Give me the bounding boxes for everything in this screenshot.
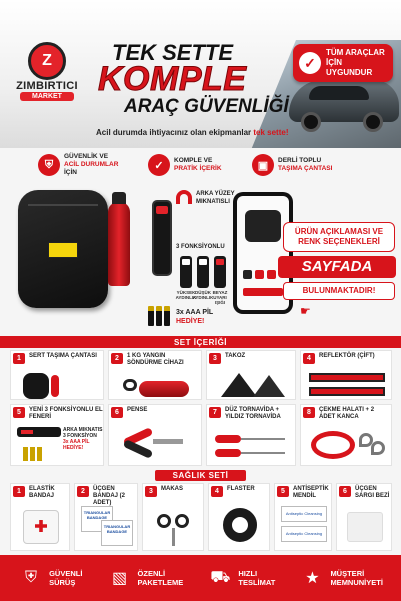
triangular-bandage-pack: TRIANGULAR BANDAGE xyxy=(101,520,133,546)
feature-text xyxy=(174,157,222,173)
set-item xyxy=(300,404,392,466)
health-item xyxy=(274,483,332,551)
trust-badge xyxy=(299,565,383,591)
info-box-available: BULUNMAKTADIR! xyxy=(283,282,395,300)
battery-image xyxy=(156,306,162,326)
scissors-blade xyxy=(172,528,175,546)
flashlight-image xyxy=(152,200,172,276)
item-title: REFLEKTÖR (ÇİFT) xyxy=(319,353,375,359)
torch-feature: 3 FONKSİYON xyxy=(63,433,97,439)
trust-line: MÜŞTERİ xyxy=(330,569,365,578)
item-title: DÜZ TORNAVİDA + YILDIZ TORNAVİDA xyxy=(225,407,281,420)
gauze-image xyxy=(347,512,383,542)
carry-case-image xyxy=(18,190,108,308)
hero-subline xyxy=(96,128,289,137)
pointer-hand-icon: ☛ xyxy=(300,304,311,318)
tow-rope-image xyxy=(311,431,355,459)
check-circle-icon: ✓ xyxy=(299,52,321,74)
light-lamp xyxy=(216,259,224,265)
item-number: 2 xyxy=(77,486,89,497)
item-title: 1 KG YANGIN SÖNDÜRME CİHAZI xyxy=(127,353,184,366)
logo-monogram: Z xyxy=(28,42,66,80)
trust-line: PAKETLEME xyxy=(137,578,184,587)
feature-line: İÇİN xyxy=(64,169,77,176)
extinguisher-image xyxy=(139,381,189,397)
item-number: 6 xyxy=(339,486,351,497)
color-swatch xyxy=(243,270,252,279)
set-item xyxy=(206,350,296,400)
reflector-image xyxy=(309,373,385,382)
subline-text: Acil durumda ihtiyacınız olan ekipmanlar xyxy=(96,128,254,137)
info-box-page: SAYFADA xyxy=(278,256,396,278)
trust-text xyxy=(238,569,275,587)
phone-cta xyxy=(243,288,283,296)
trust-line: HIZLI xyxy=(238,569,258,578)
mode-label: YÜKSEK AYDINLIK xyxy=(175,290,197,300)
battery-image xyxy=(30,447,35,461)
feature-highlight: TAŞIMA ÇANTASI xyxy=(278,165,333,172)
health-kit-title: SAĞLIK SETİ xyxy=(155,470,247,481)
trust-line: GÜVENLİ xyxy=(49,569,83,578)
feature-line: DERLİ TOPLU xyxy=(278,157,322,164)
set-contents-header xyxy=(0,336,401,348)
item-number: 4 xyxy=(211,486,223,497)
hook-image xyxy=(371,441,385,455)
light-mode-image xyxy=(180,256,192,288)
screwdriver-image xyxy=(215,449,241,457)
feature-highlight: PRATİK İÇERİK xyxy=(174,165,222,172)
set-item xyxy=(108,404,202,466)
hero-title-1: TEK SETTE xyxy=(112,40,234,65)
battery-gift: HEDİYE! xyxy=(176,318,205,325)
modes-label: 3 FONKSİYONLU xyxy=(176,244,225,250)
color-swatch xyxy=(267,270,276,279)
feature-highlight: ACİL DURUMLAR xyxy=(64,161,119,168)
hero-title-2: KOMPLE xyxy=(98,60,247,98)
feature-line: GÜVENLİK VE xyxy=(64,153,109,160)
light-lamp xyxy=(182,259,190,265)
hero-banner xyxy=(0,0,401,148)
set-contents-title: SET İÇERİĞİ xyxy=(173,337,228,347)
feature-text xyxy=(278,157,332,173)
item-number: 6 xyxy=(111,407,123,418)
fire-extinguisher-image xyxy=(108,202,130,286)
battery-image xyxy=(23,447,28,461)
health-item xyxy=(142,483,204,551)
trust-badge xyxy=(18,565,82,591)
magnet-icon xyxy=(176,190,192,204)
set-item xyxy=(10,404,104,466)
feature-item xyxy=(38,150,118,180)
phone-product-image xyxy=(245,210,281,242)
trust-badges-bar xyxy=(0,555,401,601)
torch-feature-list xyxy=(63,427,103,451)
hero-title-3: ARAÇ GÜVENLİĞİ xyxy=(124,96,289,117)
pliers-image xyxy=(123,439,154,459)
trust-line: TESLİMAT xyxy=(238,578,276,587)
item-title: YENİ 3 FONKSİYONLU EL FENERİ xyxy=(29,407,103,420)
logo-tag: MARKET xyxy=(20,92,74,101)
set-item xyxy=(10,350,104,400)
mode-label: DÜŞÜK AYDINLIK xyxy=(192,290,214,300)
wheel-icon xyxy=(363,112,383,132)
item-title: ÇEKME HALATI + 2 ADET KANCA xyxy=(319,407,375,420)
wheel-icon xyxy=(301,112,321,132)
feature-item xyxy=(252,150,332,180)
health-item xyxy=(336,483,392,551)
subline-highlight: tek sette! xyxy=(253,128,289,137)
trust-text xyxy=(138,569,184,587)
battery-image xyxy=(148,306,154,326)
health-kit-header xyxy=(0,470,401,480)
set-item xyxy=(300,350,392,400)
item-number: 3 xyxy=(209,353,221,364)
item-title: ANTİSEPTİK MENDİL xyxy=(293,486,329,499)
product-showcase xyxy=(0,182,401,332)
trust-badge xyxy=(207,565,275,591)
item-number: 1 xyxy=(13,353,25,364)
antiseptic-wipe: Antiseptic Cleansing xyxy=(281,526,327,542)
set-item xyxy=(108,350,202,400)
hose-image xyxy=(123,379,137,391)
feature-item xyxy=(148,150,222,180)
health-item xyxy=(208,483,270,551)
item-number: 4 xyxy=(303,353,315,364)
item-title: FLASTER xyxy=(227,486,255,492)
antiseptic-wipe: Antiseptic Cleansing xyxy=(281,506,327,522)
feature-text xyxy=(64,153,118,177)
light-mode-image xyxy=(214,256,226,288)
color-swatch xyxy=(255,270,264,279)
item-title: ÜÇGEN SARGI BEZİ xyxy=(355,486,390,499)
magnet-label: ARKA YÜZEY MIKNATISLI xyxy=(196,191,235,205)
mode-label: BEYAZ UYARI IŞIĞI xyxy=(212,290,228,305)
tape-roll-image xyxy=(223,508,257,542)
set-item xyxy=(206,404,296,466)
battery-image xyxy=(37,447,42,461)
logo-name: ZIMBIRTICI xyxy=(16,80,78,92)
trust-line: MEMNUNİYETİ xyxy=(330,578,383,587)
item-number: 5 xyxy=(277,486,289,497)
shield-icon: ⛨ xyxy=(38,154,60,176)
box-icon: ▧ xyxy=(111,570,128,587)
battery-image xyxy=(164,306,170,326)
truck-icon: ⛟ xyxy=(210,569,231,586)
item-title: TAKOZ xyxy=(225,353,246,359)
compatibility-badge xyxy=(293,44,393,82)
flashlight-head xyxy=(156,206,168,214)
screwdriver-shaft xyxy=(241,452,285,454)
wheel-chock-image xyxy=(253,375,285,397)
trust-badge xyxy=(107,565,184,591)
item-number: 3 xyxy=(145,486,157,497)
flashlight-lamp xyxy=(21,430,33,434)
torch-feature: ARKA MIKNATIS xyxy=(63,427,103,433)
item-title: ÜÇGEN BANDAJ (2 ADET) xyxy=(93,486,126,506)
feature-line: KOMPLE VE xyxy=(174,157,213,164)
item-title: PENSE xyxy=(127,407,148,413)
battery-gift-label xyxy=(176,308,213,326)
warning-label xyxy=(48,242,78,258)
pliers-jaw xyxy=(153,439,183,444)
screwdriver-image xyxy=(215,435,241,443)
shield-icon: ⛨ xyxy=(25,569,38,586)
compatibility-text: TÜM ARAÇLAR İÇİN UYGUNDUR xyxy=(326,48,385,77)
triangular-bandage-pack: TRIANGULAR BANDAGE xyxy=(81,506,113,532)
case-image xyxy=(23,373,49,399)
screwdriver-shaft xyxy=(241,438,285,440)
check-icon: ✓ xyxy=(148,154,170,176)
info-box-description: ÜRÜN AÇIKLAMASI VE RENK SEÇENEKLERİ xyxy=(283,222,395,252)
battery-line: 3x AAA PİL xyxy=(176,309,214,316)
trust-text xyxy=(49,569,82,587)
item-number: 8 xyxy=(303,407,315,418)
phone-screen xyxy=(237,196,289,310)
star-icon: ★ xyxy=(305,570,320,587)
item-number: 2 xyxy=(111,353,123,364)
brand-logo xyxy=(12,42,82,100)
scissors-icon xyxy=(175,514,189,528)
trust-text xyxy=(330,569,383,587)
extinguisher-image xyxy=(51,375,59,397)
item-number: 7 xyxy=(209,407,221,418)
health-item xyxy=(10,483,70,551)
light-mode-image xyxy=(197,256,209,288)
health-item xyxy=(74,483,138,551)
item-title: ELASTİK BANDAJ xyxy=(29,486,55,499)
trust-line: ÖZENLİ xyxy=(137,569,166,578)
bag-icon: ▣ xyxy=(252,154,274,176)
scissors-icon xyxy=(157,514,171,528)
wheel-chock-image xyxy=(221,373,257,397)
reflector-image xyxy=(309,387,385,396)
item-title: SERT TAŞIMA ÇANTASI xyxy=(29,353,97,359)
torch-feature: 3x AAA PİL HEDİYE! xyxy=(63,439,90,451)
item-number: 5 xyxy=(13,407,25,418)
light-lamp xyxy=(199,259,207,265)
item-title: MAKAS xyxy=(161,486,183,492)
item-number: 1 xyxy=(13,486,25,497)
trust-line: SÜRÜŞ xyxy=(49,578,76,587)
car-image xyxy=(289,80,399,122)
